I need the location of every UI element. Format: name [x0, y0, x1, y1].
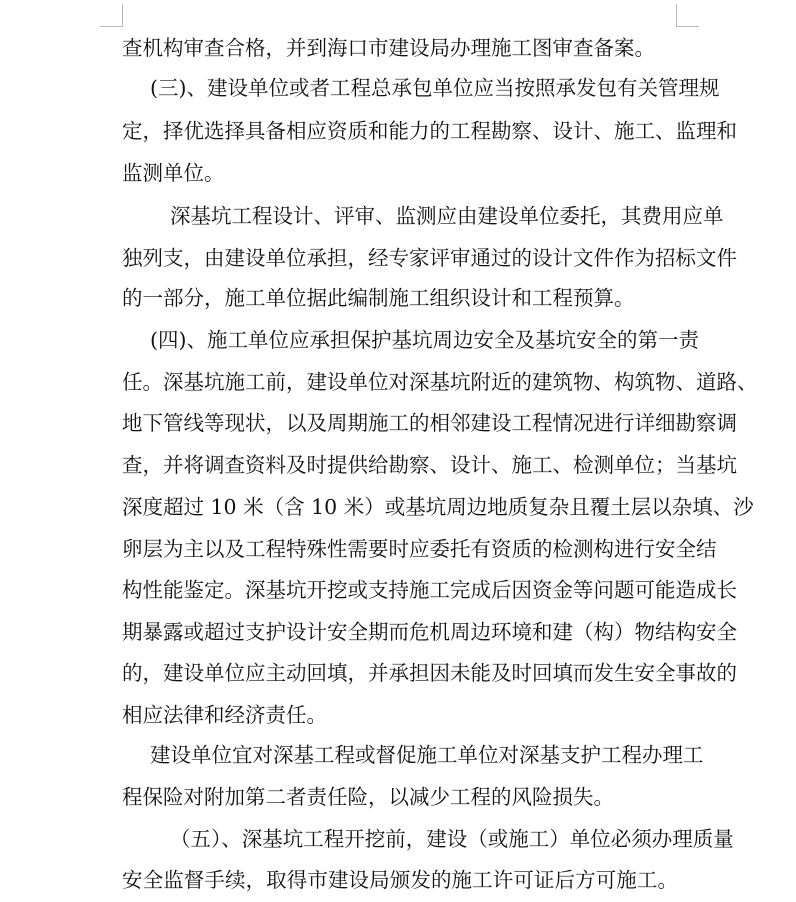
- document-line: 定，择优选择具备相应资质和能力的工程勘察、设计、施工、监理和: [122, 119, 737, 143]
- document-line: 构性能鉴定。深基坑开挖或支持施工完成后因资金等问题可能造成长: [122, 578, 737, 602]
- document-line: 安全监督手续，取得市建设局颁发的施工许可证后方可施工。: [122, 868, 678, 892]
- document-line: 深度超过 10 米（含 10 米）或基坑周边地质复杂且覆土层以杂填、沙: [122, 495, 754, 519]
- document-line: 独列支，由建设单位承担，经专家评审通过的设计文件作为招标文件: [122, 246, 737, 270]
- page-corner-mark-right: [676, 4, 699, 27]
- document-line: (三)、建设单位或者工程总承包单位应当按照承发包有关管理规: [150, 76, 720, 100]
- document-line: (四)、施工单位应承担保护基坑周边安全及基坑安全的第一责: [150, 328, 699, 352]
- document-line: 卵层为主以及工程特殊性需要时应委托有资质的检测构进行安全结: [122, 537, 717, 561]
- document-line: 地下管线等现状，以及周期施工的相邻建设工程情况进行详细勘察调: [122, 411, 737, 435]
- document-line: 期暴露或超过支护设计安全期而危机周边环境和建（构）物结构安全: [122, 620, 737, 644]
- document-line: 建设单位宜对深基工程或督促施工单位对深基支护工程办理工: [150, 743, 704, 767]
- document-line: 程保险对附加第二者责任险，以减少工程的风险损失。: [122, 785, 614, 809]
- document-line: 的一部分，施工单位据此编制施工组织设计和工程预算。: [122, 286, 635, 310]
- document-line: 任。深基坑施工前，建设单位对深基坑附近的建筑物、构筑物、道路、: [122, 370, 758, 394]
- document-line: 查，并将调查资料及时提供给勘察、设计、施工、检测单位；当基坑: [122, 453, 737, 477]
- document-line: 的，建设单位应主动回填，并承担因未能及时回填而发生安全事故的: [122, 661, 737, 685]
- document-line: 监测单位。: [122, 161, 225, 185]
- document-line: 深基坑工程设计、评审、监测应由建设单位委托，其费用应单: [170, 204, 724, 228]
- document-line: 查机构审查合格，并到海口市建设局办理施工图审查备案。: [122, 36, 655, 60]
- document-line: （五）、深基坑工程开挖前，建设（或施工）单位必须办理质量: [170, 827, 734, 851]
- document-line: 相应法律和经济责任。: [122, 703, 327, 727]
- page-corner-mark-left: [100, 4, 123, 27]
